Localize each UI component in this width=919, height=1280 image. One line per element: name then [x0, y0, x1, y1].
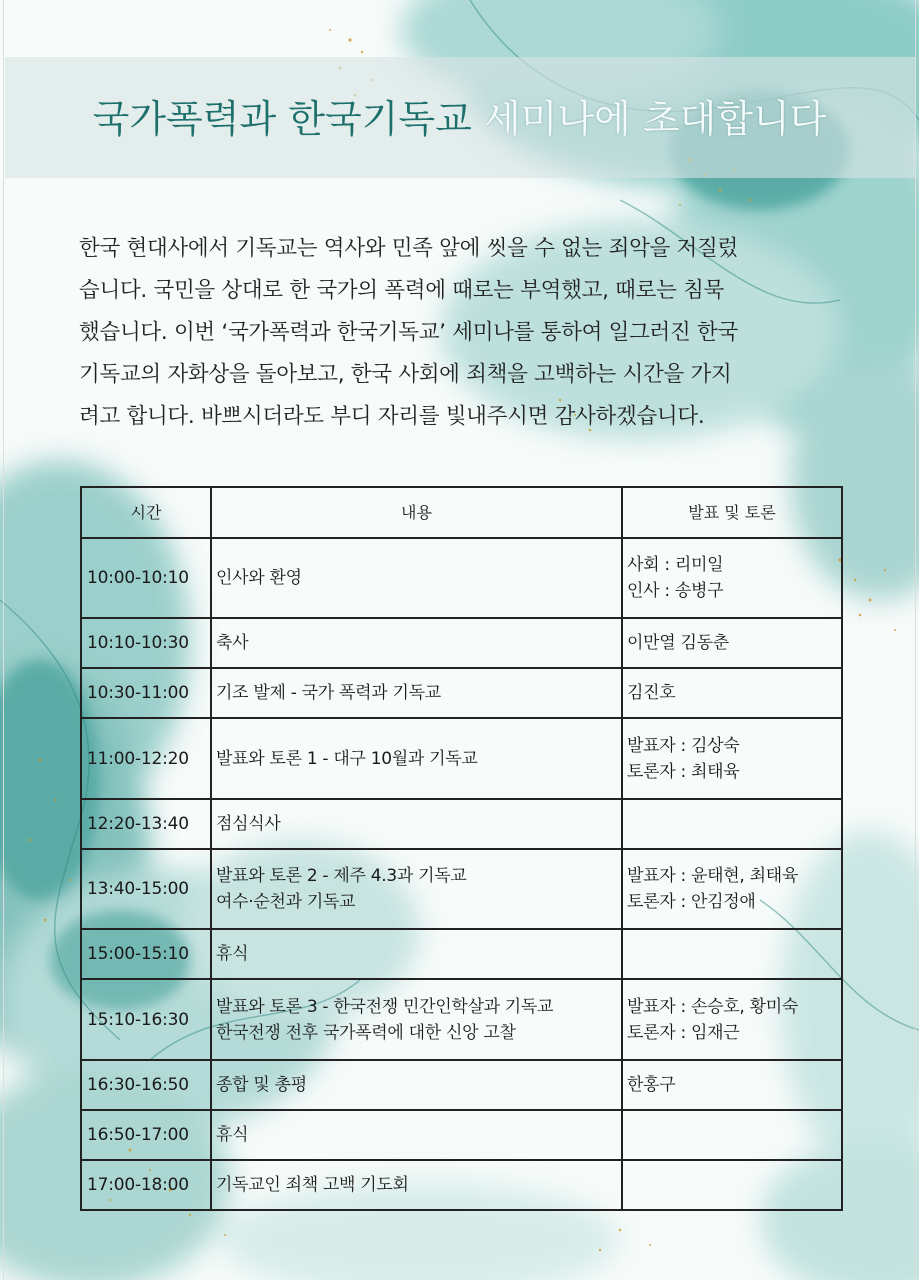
row-time: 16:30-16:50	[81, 1060, 211, 1110]
row-content: 종합 및 총평	[211, 1060, 622, 1110]
table-row	[81, 618, 842, 668]
row-speaker: 사회 : 리미일 인사 : 송병구	[622, 538, 842, 618]
table-row	[81, 799, 842, 849]
table-row	[81, 1110, 842, 1160]
row-time: 15:10-16:30	[81, 979, 211, 1060]
intro-paragraph	[79, 228, 847, 438]
header-time: 시간	[81, 487, 211, 538]
row-speaker: 발표자 : 김상숙 토론자 : 최태육	[622, 718, 842, 799]
row-time: 17:00-18:00	[81, 1160, 211, 1210]
row-content: 발표와 토론 1 - 대구 10월과 기독교	[211, 718, 622, 799]
table-row	[81, 849, 842, 929]
intro-line: 기독교의 자화상을 돌아보고, 한국 사회에 죄책을 고백하는 시간을 가지	[79, 362, 732, 387]
table-row	[81, 538, 842, 618]
header-content: 내용	[211, 487, 622, 538]
row-content: 축사	[211, 618, 622, 668]
row-content: 점심식사	[211, 799, 622, 849]
intro-line: 한국 현대사에서 기독교는 역사와 민족 앞에 씻을 수 없는 죄악을 저질렀	[79, 236, 738, 261]
schedule-table	[80, 486, 843, 1211]
table-row	[81, 668, 842, 718]
row-content: 휴식	[211, 929, 622, 979]
row-speaker: 김진호	[622, 668, 842, 718]
row-speaker: 발표자 : 손승호, 황미숙 토론자 : 임재근	[622, 979, 842, 1060]
row-speaker: 발표자 : 윤태현, 최태육 토론자 : 안김정애	[622, 849, 842, 929]
row-content: 기조 발제 - 국가 폭력과 기독교	[211, 668, 622, 718]
row-content: 기독교인 죄책 고백 기도회	[211, 1160, 622, 1210]
row-time: 16:50-17:00	[81, 1110, 211, 1160]
page-title	[0, 88, 919, 143]
row-content: 휴식	[211, 1110, 622, 1160]
row-content: 발표와 토론 2 - 제주 4.3과 기독교 여수·순천과 기독교	[211, 849, 622, 929]
row-speaker	[622, 1110, 842, 1160]
table-header-row	[81, 487, 842, 538]
header-speaker: 발표 및 토론	[622, 487, 842, 538]
table-row	[81, 1160, 842, 1210]
row-time: 10:00-10:10	[81, 538, 211, 618]
row-time: 12:20-13:40	[81, 799, 211, 849]
row-speaker	[622, 929, 842, 979]
row-time: 10:10-10:30	[81, 618, 211, 668]
row-content: 인사와 환영	[211, 538, 622, 618]
row-content: 발표와 토론 3 - 한국전쟁 민간인학살과 기독교 한국전쟁 전후 국가폭력에 대한 신앙 고찰	[211, 979, 622, 1060]
row-speaker	[622, 1160, 842, 1210]
table-row	[81, 979, 842, 1060]
intro-line: 했습니다. 이번 ‘국가폭력과 한국기독교’ 세미나를 통하여 일그러진 한국	[79, 320, 738, 345]
title-part-2: 세미나에 초대합니다	[483, 97, 827, 141]
row-speaker	[622, 799, 842, 849]
row-time: 13:40-15:00	[81, 849, 211, 929]
table-row	[81, 718, 842, 799]
table-row	[81, 929, 842, 979]
row-time: 11:00-12:20	[81, 718, 211, 799]
intro-line: 습니다. 국민을 상대로 한 국가의 폭력에 때로는 부역했고, 때로는 침묵	[79, 278, 725, 303]
row-time: 10:30-11:00	[81, 668, 211, 718]
intro-line: 려고 합니다. 바쁘시더라도 부디 자리를 빛내주시면 감사하겠습니다.	[79, 404, 705, 429]
title-part-1: 국가폭력과 한국기독교	[92, 97, 472, 141]
row-speaker: 이만열 김동춘	[622, 618, 842, 668]
row-time: 15:00-15:10	[81, 929, 211, 979]
table-row	[81, 1060, 842, 1110]
row-speaker: 한홍구	[622, 1060, 842, 1110]
